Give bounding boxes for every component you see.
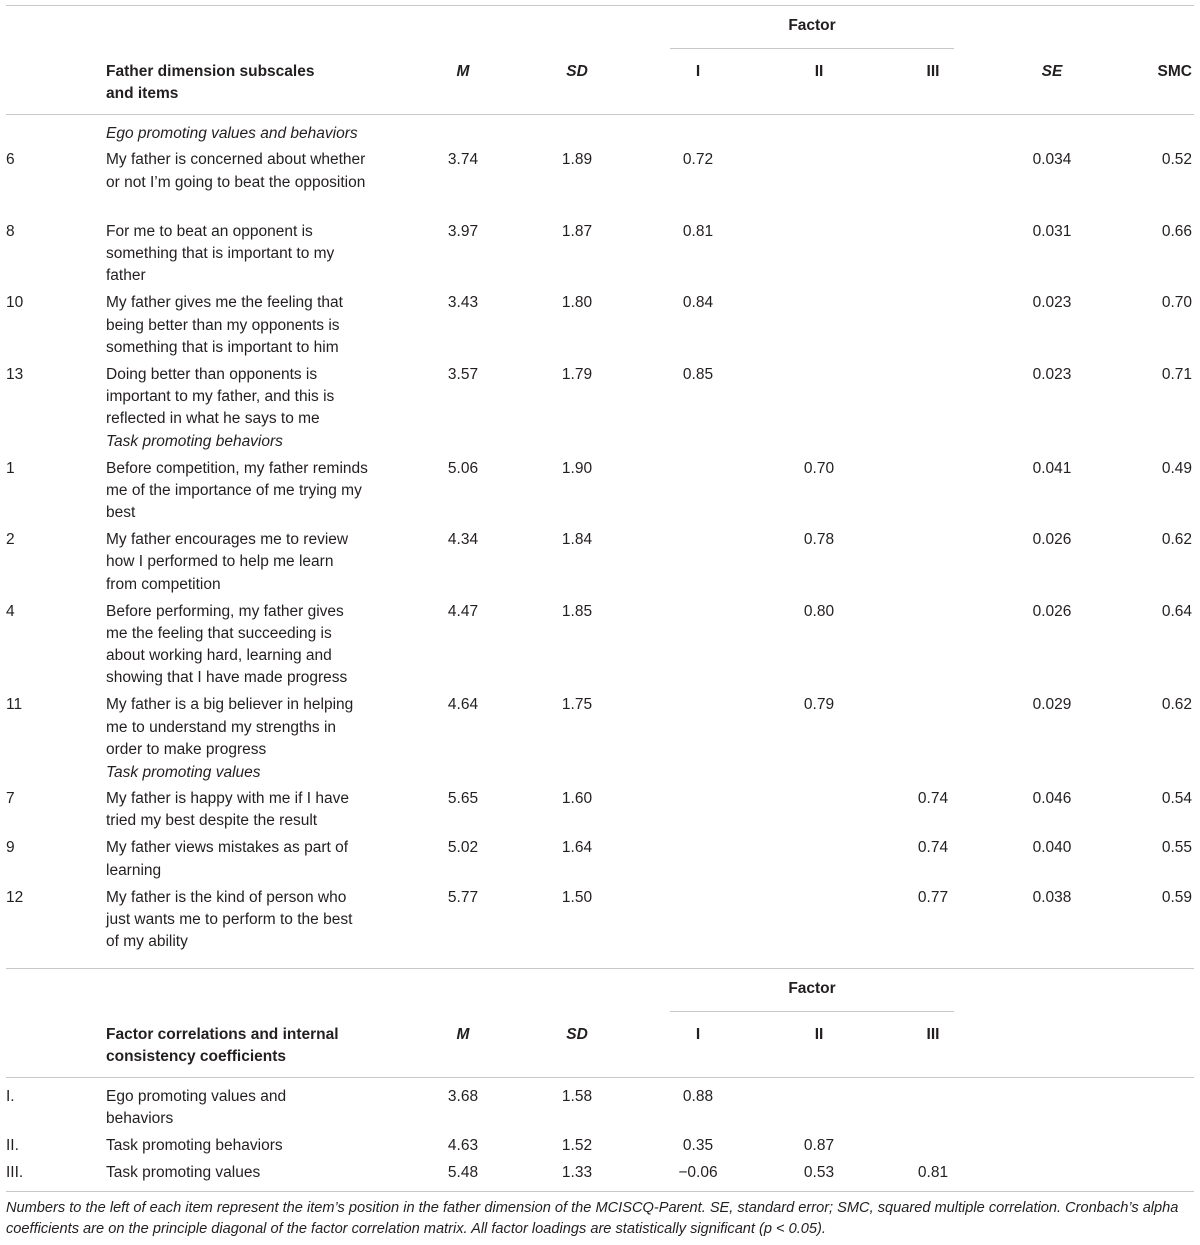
table-footnote: Numbers to the left of each item represent the item’s position in the father dimension of the MCISCQ-Parent. SE, standard error; SMC, squared multiple correlation. Cronbach’s alpha coefficients are on the principle diagonal of the factor correlation matrix. All factor loadings are statistically significant (p < 0.05). [6,1200,1179,1237]
table2-sd-header: SD [566,1026,588,1043]
cell-sd: 1.84 [561,531,593,549]
cell-m: 3.74 [447,151,479,169]
item-text: Before competition, my father reminds me of the importance of me trying my best [106,459,368,522]
item-text: For me to beat an opponent is something that is important to my father [106,222,335,285]
cell-f2: 0.78 [803,531,835,549]
table2-bottom-rule [6,1191,1194,1192]
cell-se: 0.029 [1032,696,1072,714]
cell-se: 0.023 [1032,294,1072,312]
cell-f1: 0.84 [682,294,714,312]
cell-sd: 1.79 [561,365,593,383]
row-number: 11 [6,696,23,714]
cell-sd: 1.89 [561,151,593,169]
cell-sd: 1.50 [561,888,593,906]
table2-item-column-header: Factor correlations and internal consistency coefficients [106,1026,339,1066]
cell-smc: 0.59 [1161,888,1192,906]
cell-m: 3.68 [447,1088,479,1105]
cell-f1: 0.35 [682,1137,714,1155]
cell-sd: 1.52 [561,1137,593,1155]
cell-f1: 0.72 [682,151,714,169]
factor-name: Task promoting values [106,1164,261,1182]
table2-f1-header: I [695,1026,701,1043]
item-text: My father encourages me to review how I performed to help me learn from competition [106,531,349,593]
row-number: 13 [6,365,24,383]
table1-header-rule [6,114,1194,115]
table2-header-rule [6,1077,1194,1078]
cell-m: 3.43 [447,294,479,312]
row-number: 2 [6,531,15,549]
cell-f2: 0.70 [803,459,835,477]
cell-se: 0.026 [1032,602,1072,620]
cell-sd: 1.60 [561,790,593,808]
row-number: 12 [6,888,24,906]
cell-se: 0.040 [1032,839,1072,857]
table1-m-header: M [456,63,470,80]
row-number: 7 [6,790,15,808]
cell-smc: 0.62 [1161,696,1192,714]
table1-factor-rule [670,48,954,49]
cell-sd: 1.85 [561,602,593,620]
item-text: My father views mistakes as part of learning [106,839,349,879]
factor-name: Task promoting behaviors [106,1137,283,1155]
cell-f2: 0.87 [803,1137,835,1155]
cell-sd: 1.75 [561,696,593,714]
cell-se: 0.046 [1032,790,1072,808]
cell-m: 5.65 [447,790,479,808]
cell-f3: 0.81 [917,1164,949,1182]
cell-f3: 0.77 [917,888,949,906]
item-text: My father gives me the feeling that being better than my opponents is something that is important to him [106,294,343,356]
item-text: Before performing, my father gives me the feeling that succeeding is about working hard, learning and showing that I have made progress [106,602,348,687]
cell-se: 0.026 [1032,531,1072,549]
cell-f1: 0.85 [682,365,714,383]
cell-smc: 0.49 [1161,459,1192,477]
cell-m: 3.97 [447,222,479,240]
cell-m: 4.34 [447,531,479,549]
table1-item-column-header: Father dimension subscales and items [106,63,315,103]
cell-sd: 1.90 [561,459,593,477]
subscale-title: Task promoting behaviors [106,433,283,451]
cell-f3: 0.74 [917,790,949,808]
cell-sd: 1.80 [561,294,593,312]
item-text: My father is the kind of person who just wants me to perform to the best of my ability [106,888,353,951]
cell-se: 0.023 [1032,365,1072,383]
cell-sd: 1.64 [561,839,593,857]
cell-f3: 0.74 [917,839,949,857]
subscale-title: Ego promoting values and behaviors [106,125,358,142]
cell-f2: 0.53 [803,1164,835,1182]
cell-smc: 0.66 [1161,222,1192,240]
cell-smc: 0.54 [1161,790,1192,808]
subscale-title: Task promoting values [106,763,261,781]
cell-smc: 0.62 [1161,531,1192,549]
cell-f1: 0.81 [682,222,714,240]
table2-f3-header: III [926,1026,940,1043]
cell-smc: 0.64 [1161,602,1192,620]
cell-f1: 0.88 [682,1088,714,1105]
table1-factor-header: Factor [788,17,836,34]
item-text: My father is happy with me if I have tried my best despite the result [106,790,349,830]
cell-m: 5.06 [447,459,479,477]
row-number: 8 [6,222,15,240]
table2-factor-rule [670,1011,954,1012]
item-text: Doing better than opponents is important to my father, and this is reflected in what he says to me [106,365,335,428]
table1-f2-header: II [814,63,824,80]
row-number: I. [6,1088,15,1105]
cell-sd: 1.58 [561,1088,593,1105]
cell-f1: −0.06 [678,1164,718,1182]
table1-smc-header: SMC [1157,63,1192,80]
cell-smc: 0.70 [1161,294,1192,312]
table1-se-header: SE [1041,63,1063,80]
cell-smc: 0.52 [1161,151,1192,169]
table2-m-header: M [456,1026,470,1043]
cell-smc: 0.55 [1161,839,1192,857]
table1-bottom-rule [6,968,1194,969]
row-number: 10 [6,294,24,312]
cell-se: 0.031 [1032,222,1072,240]
row-number: III. [6,1164,24,1182]
cell-m: 5.48 [447,1164,479,1182]
cell-m: 4.47 [447,602,479,620]
cell-m: 5.77 [447,888,479,906]
row-number: 1 [6,459,15,477]
cell-sd: 1.33 [561,1164,593,1182]
cell-f2: 0.80 [803,602,835,620]
table1-sd-header: SD [566,63,588,80]
cell-m: 5.02 [447,839,479,857]
cell-smc: 0.71 [1161,365,1192,383]
row-number: II. [6,1137,19,1155]
cell-sd: 1.87 [561,222,593,240]
item-text: My father is concerned about whether or not I’m going to beat the opposition [106,151,366,191]
cell-se: 0.041 [1032,459,1072,477]
table2-factor-header: Factor [788,980,836,997]
table1-top-rule [6,5,1194,6]
cell-se: 0.038 [1032,888,1072,906]
cell-m: 3.57 [447,365,479,383]
cell-se: 0.034 [1032,151,1072,169]
item-text: My father is a big believer in helping me to understand my strengths in order to make progress [106,696,354,758]
table1-f1-header: I [695,63,701,80]
row-number: 9 [6,839,15,857]
row-number: 6 [6,151,15,169]
table2-f2-header: II [814,1026,824,1043]
table1-f3-header: III [926,63,940,80]
cell-m: 4.64 [447,696,479,714]
factor-name: Ego promoting values and behaviors [106,1088,287,1128]
cell-f2: 0.79 [803,696,835,714]
cell-m: 4.63 [447,1137,479,1155]
row-number: 4 [6,602,15,620]
